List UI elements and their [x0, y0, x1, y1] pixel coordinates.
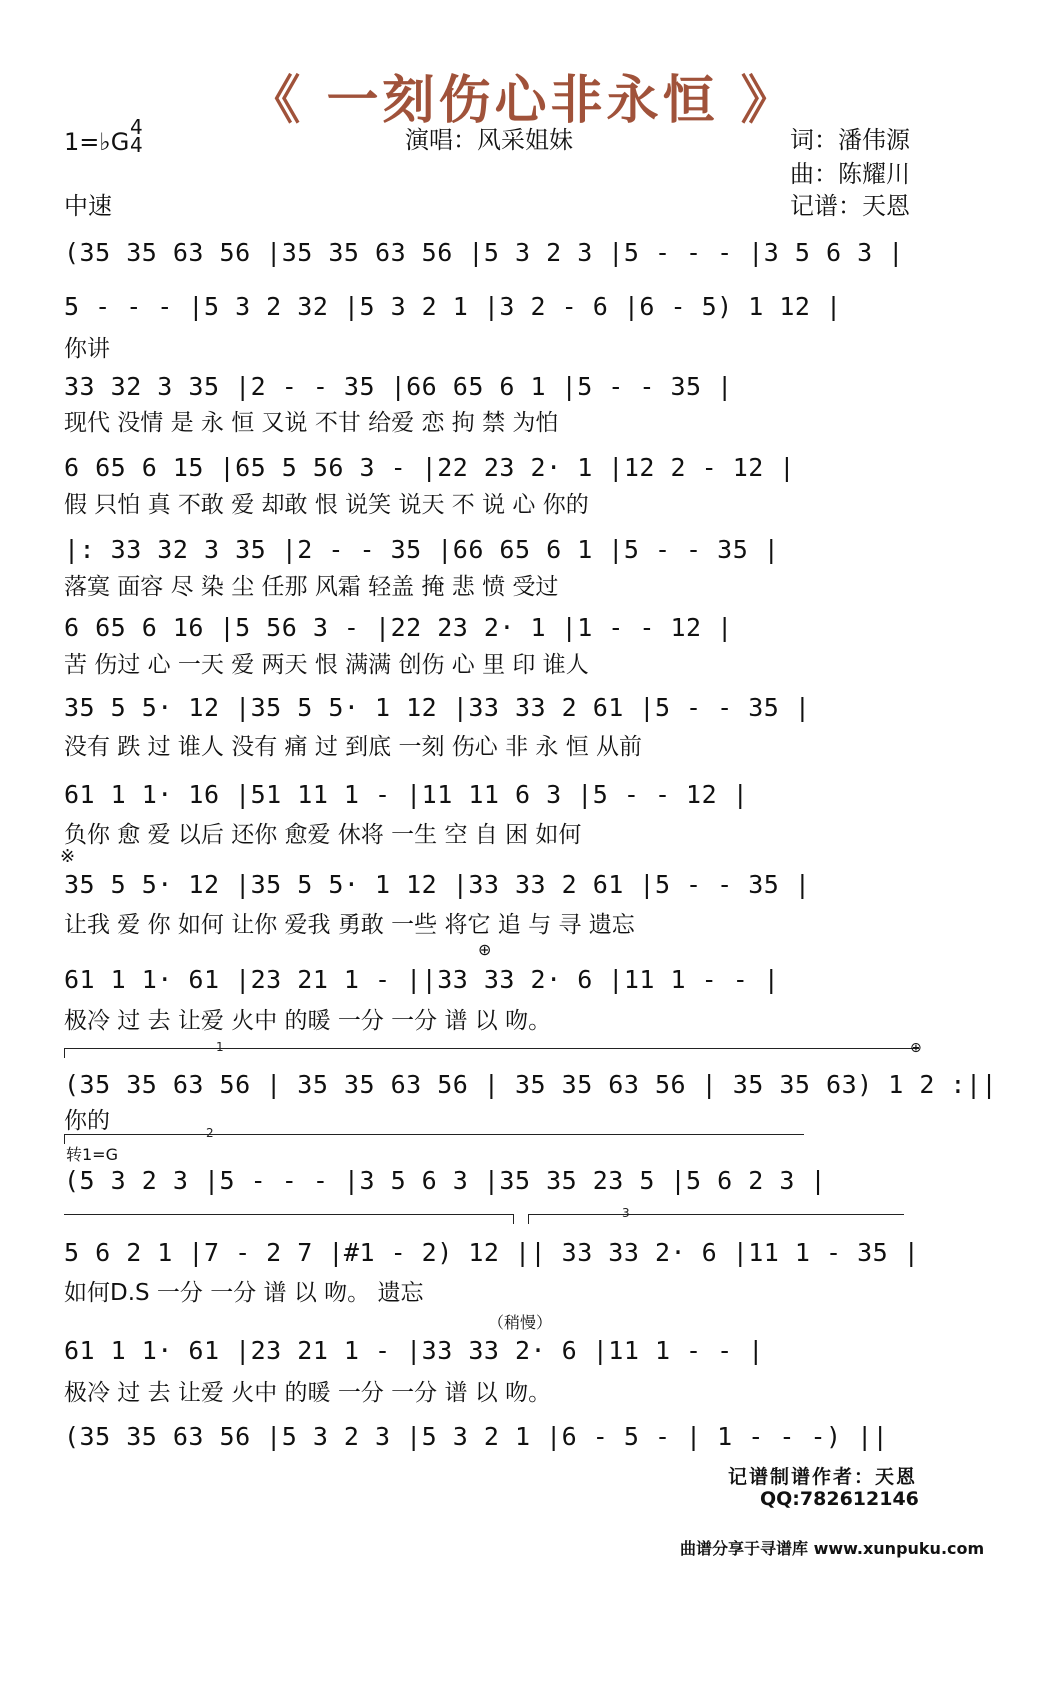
singer-credit: 演唱：风采姐妹 [405, 126, 573, 154]
lyric-line-8: 让我 爱 你 如何 让你 爱我 勇敢 一些 将它 追 与 寻 遗忘 [64, 912, 635, 938]
lyricist-credit: 词：潘伟源 [790, 126, 910, 154]
lyric-line-7: 负你 愈 爱 以后 还你 愈爱 休将 一生 空 自 困 如何 [64, 822, 582, 848]
notation-line-3: 33 32 3 35 |2 - - 35 |66 65 6 1 |5 - - 35 | [64, 372, 733, 401]
lyric-line-5: 苦 伤过 心 一天 爱 两天 恨 满满 创伤 心 里 印 谁人 [64, 652, 589, 678]
tempo-marking: 中速 [64, 192, 112, 220]
time-signature [130, 115, 143, 157]
composer-credit: 曲：陈耀川 [790, 160, 910, 188]
notation-line-12: (5 3 2 3 |5 - - - |3 5 6 3 |35 35 23 5 |5 6 2 3 | [64, 1166, 827, 1195]
modulation-marker: 转1=G [66, 1145, 118, 1164]
song-title: 《 一刻伤心非永恒 》 [248, 71, 797, 131]
notation-line-1: (35 35 63 56 |35 35 63 56 |5 3 2 3 |5 - - - |3 5 6 3 | [64, 238, 904, 267]
transcriber-credit: 记谱：天恩 [790, 192, 910, 220]
coda-sign-end: ⊕ [910, 1040, 922, 1056]
coda-sign: ⊕ [478, 940, 492, 959]
ending-3-number: 3 [622, 1206, 630, 1220]
ending-3-bracket-start [528, 1214, 529, 1224]
lyric-line-10: 你的 [64, 1108, 110, 1134]
footer-qq: QQ:782612146 [760, 1488, 919, 1510]
lyric-line-9: 极冷 过 去 让爱 火中 的暖 一分 一分 谱 以 吻。 [64, 1008, 552, 1034]
ending-2-number: 2 [206, 1126, 214, 1140]
footer-source: 曲谱分享于寻谱库 www.xunpuku.com [680, 1539, 985, 1558]
lyric-line-3: 假 只怕 真 不敢 爱 却敢 恨 说笑 说天 不 说 心 你的 [64, 492, 589, 518]
notation-line-7: 35 5 5· 12 |35 5 5· 1 12 |33 33 2 61 |5 - - 35 | [64, 693, 811, 722]
ending-2-bracket [64, 1134, 804, 1135]
lyric-line-1: 你讲 [64, 336, 110, 362]
ending-2-continuation [64, 1214, 514, 1215]
notation-line-9: 35 5 5· 12 |35 5 5· 1 12 |33 33 2 61 |5 - - 35 | [64, 870, 811, 899]
lyric-line-12: 极冷 过 去 让爱 火中 的暖 一分 一分 谱 以 吻。 [64, 1380, 552, 1406]
lyric-line-11: 如何D.S 一分 一分 谱 以 吻。 遗忘 [64, 1280, 424, 1306]
time-signature-bottom: 4 [130, 133, 143, 157]
notation-line-11: (35 35 63 56 | 35 35 63 56 | 35 35 63 56 | 35 35 63) 1 2 :|| [64, 1070, 998, 1099]
key-signature: 1=♭G [64, 128, 130, 156]
ending-2-bracket-end [513, 1214, 514, 1224]
notation-line-14: 61 1 1· 61 |23 21 1 - |33 33 2· 6 |11 1 - - | [64, 1336, 764, 1365]
notation-line-10: 61 1 1· 61 |23 21 1 - ||33 33 2· 6 |11 1 - - | [64, 965, 780, 994]
tempo-slower-marker: （稍慢） [488, 1313, 553, 1332]
time-signature-top: 4 [130, 115, 143, 139]
footer-author: 记谱制谱作者：天恩 [728, 1466, 918, 1488]
notation-line-5: |: 33 32 3 35 |2 - - 35 |66 65 6 1 |5 - - 35 | [64, 535, 780, 564]
ending-1-bracket-start [64, 1048, 65, 1058]
notation-line-6: 6 65 6 16 |5 56 3 - |22 23 2· 1 |1 - - 12 | [64, 613, 733, 642]
notation-line-8: 61 1 1· 16 |51 11 1 - |11 11 6 3 |5 - - 12 | [64, 780, 749, 809]
ending-1-number: 1 [216, 1040, 224, 1054]
notation-line-2: 5 - - - |5 3 2 32 |5 3 2 1 |3 2 - 6 |6 - 5) 1 12 | [64, 292, 842, 321]
lyric-line-6: 没有 跌 过 谁人 没有 痛 过 到底 一刻 伤心 非 永 恒 从前 [64, 734, 643, 760]
segno-sign: ※ [60, 846, 76, 867]
lyric-line-2: 现代 没情 是 永 恒 又说 不甘 给爱 恋 拘 禁 为怕 [64, 410, 559, 436]
ending-1-bracket [64, 1048, 919, 1049]
notation-line-13: 5 6 2 1 |7 - 2 7 |#1 - 2) 12 || 33 33 2· 6 |11 1 - 35 | [64, 1238, 920, 1267]
ending-2-bracket-start [64, 1134, 65, 1144]
notation-line-15: (35 35 63 56 |5 3 2 3 |5 3 2 1 |6 - 5 - | 1 - - -) || [64, 1422, 889, 1451]
lyric-line-4: 落寞 面容 尽 染 尘 任那 风霜 轻盖 掩 悲 愤 受过 [64, 574, 559, 600]
ending-3-bracket [528, 1214, 904, 1215]
notation-line-4: 6 65 6 15 |65 5 56 3 - |22 23 2· 1 |12 2 - 12 | [64, 453, 795, 482]
